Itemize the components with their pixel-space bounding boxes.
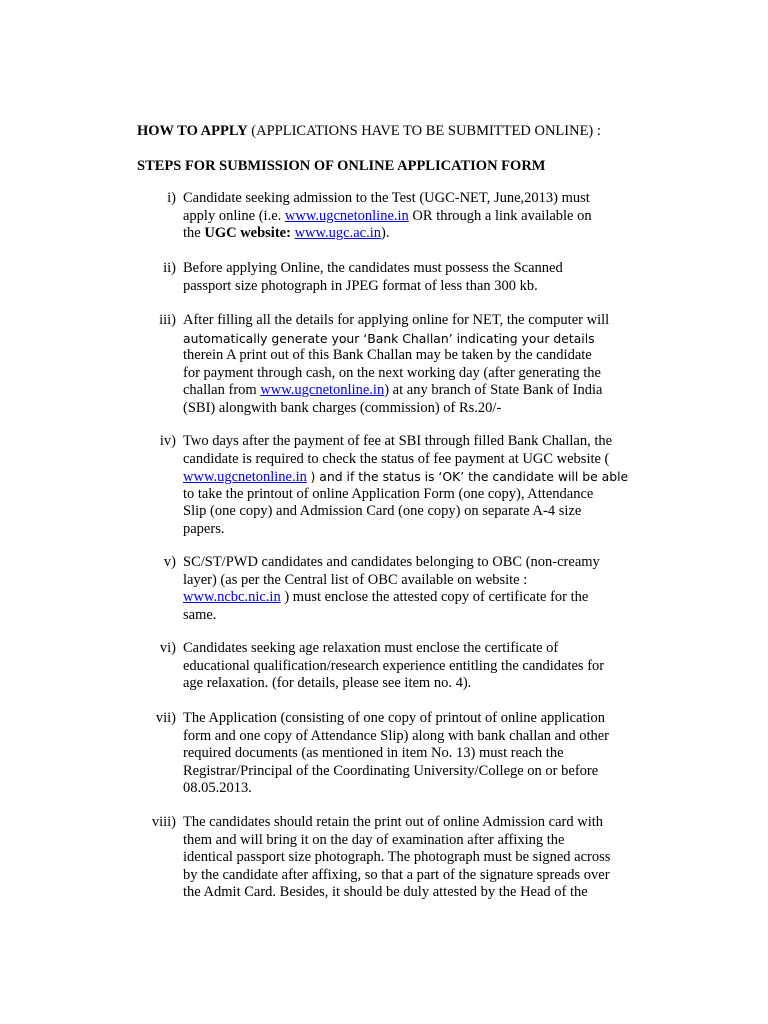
step-number: ii) xyxy=(163,260,176,276)
website-link[interactable]: www.ncbc.nic.in xyxy=(183,589,281,605)
text-line: layer) (as per the Central list of OBC available on website : xyxy=(183,571,528,588)
step-number: vi) xyxy=(159,640,176,656)
text-line: candidate is required to check the status of fee payment at UGC website ( xyxy=(183,450,610,467)
sans-text: ) and if the status is ‘OK’ the candidate will be able xyxy=(310,469,629,484)
text-line: age relaxation. (for details, please see item no. 4). xyxy=(183,675,472,691)
text-line: by the candidate after affixing, so that a part of the signature spreads over xyxy=(183,866,610,883)
step-text xyxy=(183,312,653,417)
text-line: apply online (i.e. www.ugcnetonline.in OR through a link available on xyxy=(183,207,592,224)
step-text xyxy=(183,640,653,693)
text-line: 08.05.2013. xyxy=(183,780,252,796)
text-line: papers. xyxy=(183,520,225,537)
text-line: the UGC website: www.ugc.ac.in). xyxy=(183,225,390,241)
text-line: Registrar/Principal of the Coordinating University/College on or before xyxy=(183,762,599,779)
step-number: iv) xyxy=(159,433,176,449)
step-text xyxy=(183,190,653,243)
text-line: Slip (one copy) and Admission Card (one copy) on separate A-4 size xyxy=(183,503,582,519)
how-to-apply-note: (APPLICATIONS HAVE TO BE SUBMITTED ONLINE) : xyxy=(251,123,601,139)
website-link[interactable]: www.ugcnetonline.in xyxy=(183,469,307,485)
bold-text: UGC website: xyxy=(204,225,291,241)
step-number: viii) xyxy=(151,814,176,830)
text-line: them and will bring it on the day of examination after affixing the xyxy=(183,831,565,848)
text-line: identical passport size photograph. The photograph must be signed across xyxy=(183,849,611,865)
text-line: to take the printout of online Application Form (one copy), Attendance xyxy=(183,485,594,502)
text-line: Candidates seeking age relaxation must enclose the certificate of xyxy=(183,640,559,656)
text-line: for payment through cash, on the next working day (after generating the xyxy=(183,364,601,381)
text-line: SC/ST/PWD candidates and candidates belonging to OBC (non-creamy xyxy=(183,554,600,570)
text-line: (SBI) alongwith bank charges (commission) of Rs.20/- xyxy=(183,399,502,416)
text-line: www.ncbc.nic.in ) must enclose the attested copy of certificate for the xyxy=(183,589,589,605)
text-line xyxy=(183,468,653,486)
step-text xyxy=(183,710,653,798)
steps-title: STEPS FOR SUBMISSION OF ONLINE APPLICATION FORM xyxy=(137,158,546,174)
website-link[interactable]: www.ugcnetonline.in xyxy=(284,207,409,224)
text-line: same. xyxy=(183,606,217,623)
step-text xyxy=(183,814,653,902)
text-line: educational qualification/research experience entitling the candidates for xyxy=(183,657,605,674)
how-to-apply-label: HOW TO APPLY xyxy=(137,123,248,139)
text-line: form and one copy of Attendance Slip) along with bank challan and other xyxy=(183,727,610,744)
step-number: v) xyxy=(163,554,176,570)
step-number: vii) xyxy=(155,710,176,726)
step-text xyxy=(183,433,653,538)
step-text xyxy=(183,260,653,295)
text-line: required documents (as mentioned in item No. 13) must reach the xyxy=(183,745,564,761)
text-line: passport size photograph in JPEG format of less than 300 kb. xyxy=(183,277,538,294)
step-number: i) xyxy=(167,190,176,206)
step-number: iii) xyxy=(159,312,176,328)
text-line: Before applying Online, the candidates must possess the Scanned xyxy=(183,260,563,276)
website-link[interactable]: www.ugc.ac.in xyxy=(294,225,381,241)
text-line: Candidate seeking admission to the Test (UGC-NET, June,2013) must xyxy=(183,190,590,206)
text-line: The Application (consisting of one copy of printout of online application xyxy=(183,710,606,726)
text-line: Two days after the payment of fee at SBI through filled Bank Challan, the xyxy=(183,433,613,449)
text-line: therein A print out of this Bank Challan may be taken by the candidate xyxy=(183,347,592,363)
text-line xyxy=(183,330,653,348)
sans-text: automatically generate your ‘Bank Challan’ indicating your details xyxy=(183,330,595,346)
how-to-apply-heading xyxy=(137,123,601,140)
text-line: challan from www.ugcnetonline.in) at any branch of State Bank of India xyxy=(183,382,603,398)
text-line: The candidates should retain the print out of online Admission card with xyxy=(183,814,604,830)
text-line: the Admit Card. Besides, it should be duly attested by the Head of the xyxy=(183,884,588,900)
step-text xyxy=(183,554,653,624)
text-line: After filling all the details for applying online for NET, the computer will xyxy=(183,312,610,328)
website-link[interactable]: www.ugcnetonline.in xyxy=(260,382,385,398)
